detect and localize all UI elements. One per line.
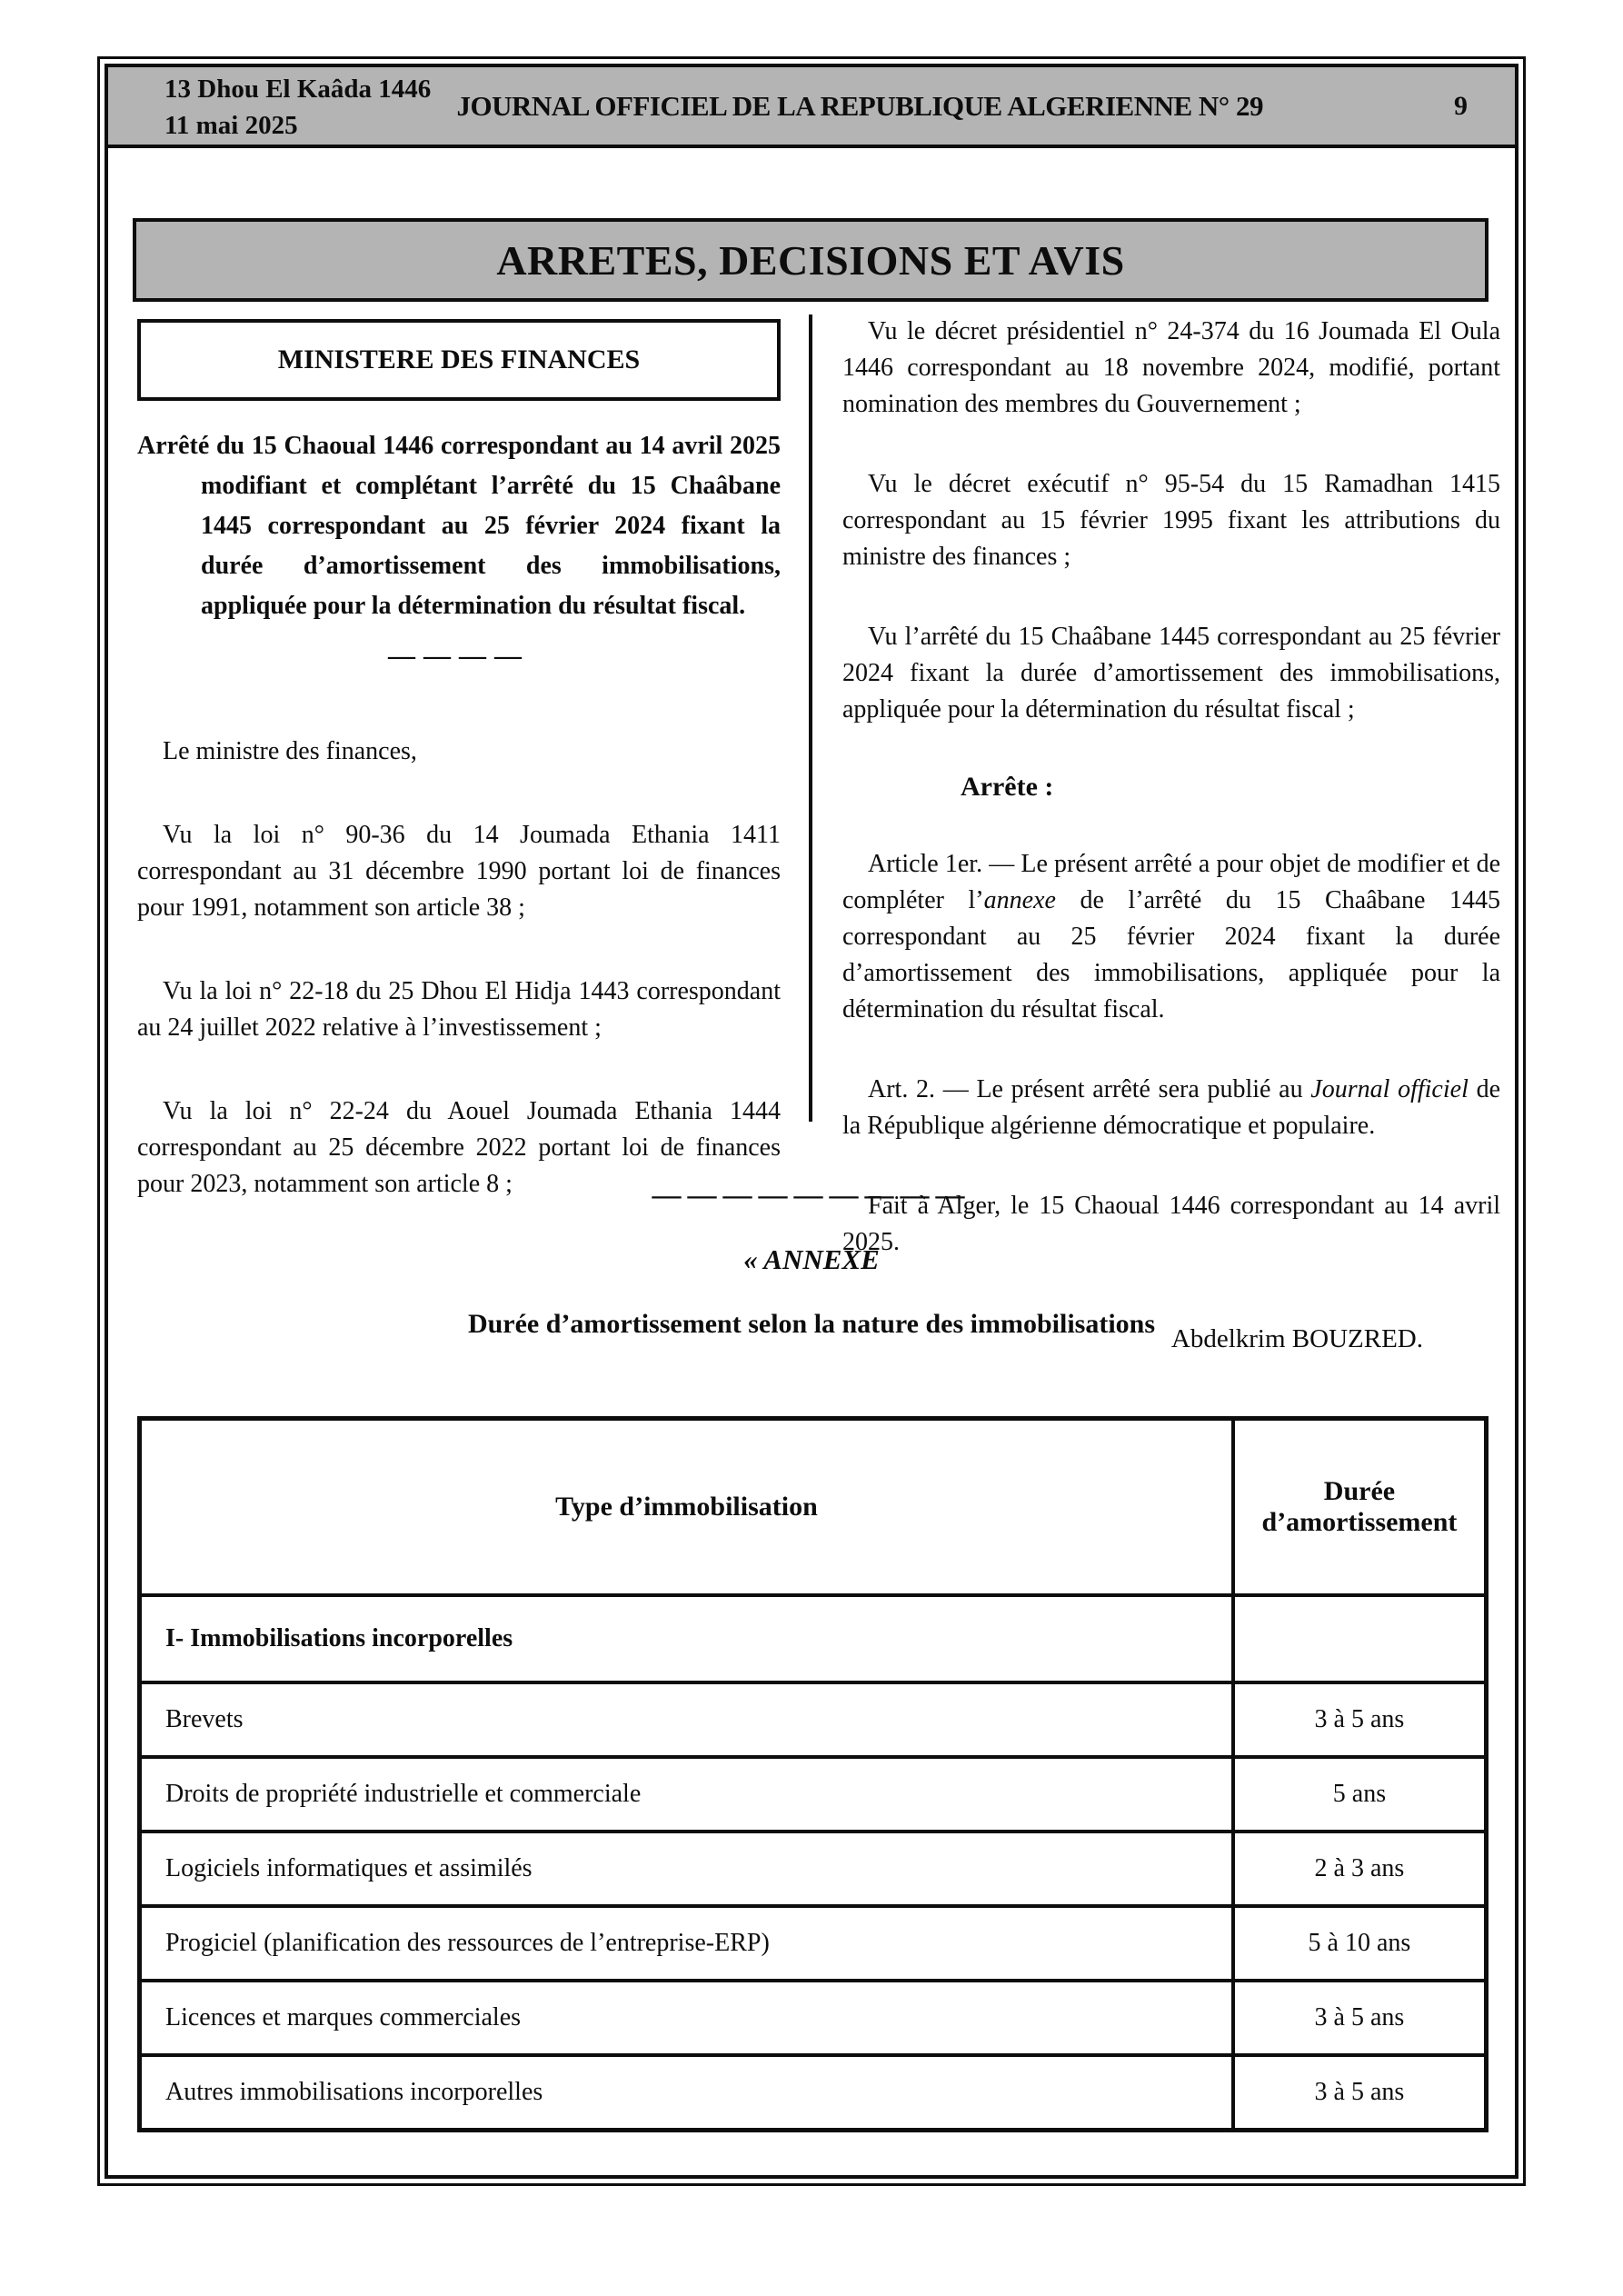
article-1-text: Article 1er. — Le présent arrêté a pour objet de modifier et de compléter l’ bbox=[842, 850, 1500, 914]
journal-officiel-italic: Journal officiel bbox=[1310, 1075, 1469, 1103]
type-cell: I- Immobilisations incorporelles bbox=[140, 1595, 1233, 1682]
article-2-text: Art. 2. — Le présent arrêté sera publié au bbox=[868, 1075, 1311, 1103]
article-2-text-end: de la République algérienne démocratique et populaire. bbox=[842, 1075, 1500, 1140]
article-2 bbox=[842, 1072, 1500, 1144]
section-banner: ARRETES, DECISIONS ET AVIS bbox=[133, 218, 1489, 302]
table-row bbox=[140, 1682, 1487, 1757]
type-cell: Autres immobilisations incorporelles bbox=[140, 2055, 1233, 2131]
page-content bbox=[108, 67, 1515, 2175]
table-row bbox=[140, 1757, 1487, 1832]
visa-paragraph: Vu la loi n° 22-18 du 25 Dhou El Hidja 1443 correspondant au 24 juillet 2022 relative à l’investissement ; bbox=[137, 977, 781, 1042]
article-1-text-end: de l’arrêté du 15 Chaâbane 1445 correspondant au 25 février 2024 fixant la durée d’amortissement des immobilisations, appliquée pour la détermination du résultat fiscal. bbox=[842, 886, 1500, 1023]
visa-paragraph: Vu le décret exécutif n° 95-54 du 15 Ramadhan 1415 correspondant au 15 février 1995 fixant les attributions du ministre des finances ; bbox=[842, 470, 1500, 571]
amortization-table bbox=[137, 1416, 1489, 2132]
visa-paragraph: Vu l’arrêté du 15 Chaâbane 1445 correspondant au 25 février 2024 fixant la durée d’amortissement des immobilisations, appliquée pour la détermination du résultat fiscal ; bbox=[842, 623, 1500, 724]
duration-cell: 3 à 5 ans bbox=[1233, 1682, 1487, 1757]
annexe-italic: annexe bbox=[983, 886, 1056, 914]
type-cell: Logiciels informatiques et assimilés bbox=[140, 1832, 1233, 1906]
table-row bbox=[140, 1832, 1487, 1906]
article-1 bbox=[842, 846, 1500, 1028]
ministry-box: MINISTERE DES FINANCES bbox=[137, 319, 781, 401]
date-hijri: 13 Dhou El Kaâda 1446 bbox=[164, 75, 432, 104]
decree-title: Arrêté du 15 Chaoual 1446 correspondant au 14 avril 2025 modifiant et complétant l’arrêté du 15 Chaâbane 1445 correspondant au 25 février 2024 fixant la durée d’amortissement des immobilisations, appliquée pour la détermination du résultat fiscal. bbox=[137, 432, 781, 620]
page-frame-inner-border bbox=[105, 64, 1518, 2179]
duration-cell: 5 ans bbox=[1233, 1757, 1487, 1832]
duration-cell: 3 à 5 ans bbox=[1233, 1981, 1487, 2055]
table-row bbox=[140, 2055, 1487, 2131]
type-cell: Brevets bbox=[140, 1682, 1233, 1757]
header-band bbox=[108, 67, 1515, 148]
table-row bbox=[140, 1981, 1487, 2055]
duration-cell bbox=[1233, 1595, 1487, 1682]
column-divider bbox=[809, 314, 812, 1122]
visa-paragraph: Vu le décret présidentiel n° 24-374 du 16 Joumada El Oula 1446 correspondant au 18 novembre 2024, modifié, portant nomination des membres du Gouvernement ; bbox=[842, 317, 1500, 418]
type-cell: Licences et marques commerciales bbox=[140, 1981, 1233, 2055]
table-header-type: Type d’immobilisation bbox=[140, 1419, 1233, 1596]
duration-cell: 2 à 3 ans bbox=[1233, 1832, 1487, 1906]
intro-line: Le ministre des finances, bbox=[163, 737, 417, 765]
left-column bbox=[137, 319, 781, 1228]
type-cell: Progiciel (planification des ressources de l’entreprise-ERP) bbox=[140, 1906, 1233, 1981]
table-header-row bbox=[140, 1419, 1487, 1596]
visa-paragraph: Vu la loi n° 90-36 du 14 Joumada Ethania 1411 correspondant au 31 décembre 1990 portant loi de finances pour 1991, notamment son article 38 ; bbox=[137, 821, 781, 922]
table-row bbox=[140, 1595, 1487, 1682]
title-separator: ———— bbox=[388, 641, 530, 671]
table-row bbox=[140, 1906, 1487, 1981]
masthead-title: JOURNAL OFFICIEL DE LA REPUBLIQUE ALGERIENNE N° 29 bbox=[456, 89, 1263, 122]
page-number: 9 bbox=[1454, 90, 1468, 121]
type-cell: Droits de propriété industrielle et commerciale bbox=[140, 1757, 1233, 1832]
duration-cell: 3 à 5 ans bbox=[1233, 2055, 1487, 2131]
arrete-label: Arrête : bbox=[961, 772, 1054, 802]
signatory-name: Abdelkrim BOUZRED. bbox=[1170, 1324, 1423, 1353]
duration-cell: 5 à 10 ans bbox=[1233, 1906, 1487, 1981]
annexe-label: « ANNEXE bbox=[743, 1243, 880, 1275]
signature-place: Fait à Alger, le 15 Chaoual 1446 correspondant au 14 avril 2025. bbox=[842, 1192, 1500, 1256]
header-dates bbox=[164, 71, 431, 144]
date-gregorian: 11 mai 2025 bbox=[164, 111, 298, 140]
visa-paragraph: Vu la loi n° 22-24 du Aouel Joumada Ethania 1444 correspondant au 25 décembre 2022 portant loi de finances pour 2023, notamment son article 8 ; bbox=[137, 1097, 781, 1198]
table-header-duration: Durée d’amortissement bbox=[1233, 1419, 1487, 1596]
section-separator: ————————— bbox=[652, 1178, 971, 1211]
annexe-title: Durée d’amortissement selon la nature des immobilisations bbox=[467, 1309, 1156, 1339]
page-frame bbox=[97, 56, 1526, 2186]
